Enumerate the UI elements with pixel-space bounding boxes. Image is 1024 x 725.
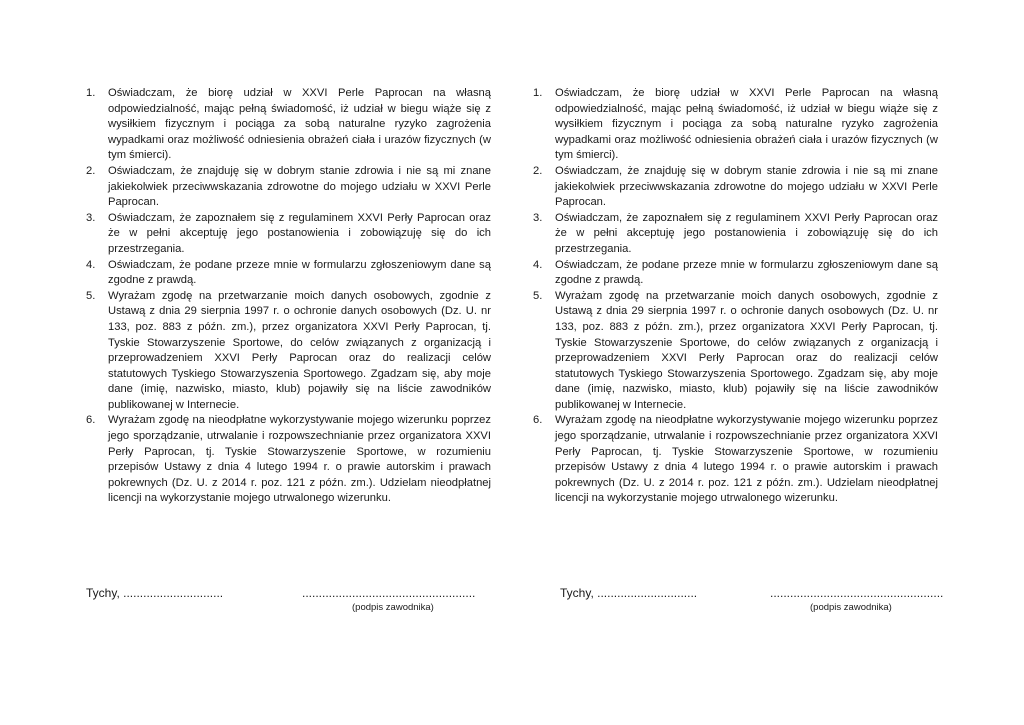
place-date-line: Tychy, .............................. (86, 586, 224, 600)
statement-item: 5. Wyrażam zgodę na przetwarzanie moich danych osobowych, zgodnie z Ustawą z dnia 29 sierpnia 1997 r. o ochronie danych osobowych (Dz. U. nr 133, poz. 883 z późn. zm.), przez organizatora XXVI Perły Paprocan, tj. Tyskie Stowarzyszenie Sportowe, do celów związanych z organizacją i przeprowadzeniem XXVI Perły Paprocan oraz do realizacji celów statutowych Tyskiego Stowarzyszenia Sportowego. Zgadzam się, aby moje dane (imię, nazwisko, miasto, klub) pojawiły się na liście zawodników publikowanej w Internecie. (86, 289, 491, 411)
declaration-copy-right (533, 86, 938, 507)
statement-item: 2. Oświadczam, że znajduję się w dobrym stanie zdrowia i nie są mi znane jakiekolwiek przeciwwskazania zdrowotne do mojego udziału w XXVI Perle Paprocan. (86, 164, 491, 209)
place-date-line: Tychy, .............................. (560, 586, 698, 600)
statement-text: Oświadczam, że znajduję się w dobrym stanie zdrowia i nie są mi znane jakiekolwiek przeciwwskazania zdrowotne do mojego udziału w XXVI Perle Paprocan. (108, 164, 491, 209)
statement-item: 3. Oświadczam, że zapoznałem się z regulaminem XXVI Perły Paprocan oraz że w pełni akceptuję jego postanowienia i zobowiązuję się do ich przestrzegania. (533, 211, 938, 255)
statement-item: 1. Oświadczam, że biorę udział w XXVI Perle Paprocan na własną odpowiedzialność, mając pełną świadomość, iż udział w biegu wiąże się z wysiłkiem fizycznym i pociąga za sobą naturalne ryzyko zagrożenia wypadkami oraz możliwość odniesienia obrażeń ciała i urazów fizycznych (w tym śmierci). (533, 87, 938, 162)
signature-line: .................................................... (770, 586, 944, 600)
statement-item: 4. Oświadczam, że podane przeze mnie w formularzu zgłoszeniowym dane są zgodne z prawdą. (86, 258, 491, 287)
statement-text: Oświadczam, że zapoznałem się z regulaminem XXVI Perły Paprocan oraz że w pełni akceptuję jego postanowienia i zobowiązuję się do ich przestrzegania. (555, 211, 938, 255)
statement-text: Wyrażam zgodę na przetwarzanie moich danych osobowych, zgodnie z Ustawą z dnia 29 sierpnia 1997 r. o ochronie danych osobowych (Dz. U. nr 133, poz. 883 z późn. zm.), przez organizatora XXVI Perły Paprocan, tj. Tyskie Stowarzyszenie Sportowe, do celów związanych z organizacją i przeprowadzeniem XXVI Perły Paprocan oraz do realizacji celów statutowych Tyskiego Stowarzyszenia Sportowego. Zgadzam się, aby moje dane (imię, nazwisko, miasto, klub) pojawiły się na liście zawodników publikowanej w Internecie. (108, 289, 491, 411)
statement-text: Oświadczam, że podane przeze mnie w formularzu zgłoszeniowym dane są zgodne z prawdą. (108, 258, 491, 287)
statement-item: 6. Wyrażam zgodę na nieodpłatne wykorzystywanie mojego wizerunku poprzez jego sporządzanie, utrwalanie i rozpowszechnianie przez organizatora XXVI Perły Paprocan, tj. Tyskie Stowarzyszenie Sportowe, w rozumieniu przepisów Ustawy z dnia 4 lutego 1994 r. o prawie autorskim i prawach pokrewnych (Dz. U. z 2014 r. poz. 121 z późn. zm.). Udzielam nieodpłatnej licencji na wykorzystanie mojego utrwalonego wizerunku. (86, 414, 491, 505)
statement-text: Oświadczam, że biorę udział w XXVI Perle Paprocan na własną odpowiedzialność, mając pełną świadomość, iż udział w biegu wiąże się z wysiłkiem fizycznym i pociąga za sobą naturalne ryzyko zagrożenia wypadkami oraz możliwość odniesienia obrażeń ciała i urazów fizycznych (w tym śmierci). (108, 87, 491, 162)
signature-caption: (podpis zawodnika) (810, 602, 892, 613)
statements-list (533, 86, 938, 507)
declaration-copy-left (86, 86, 491, 507)
statement-item: 4. Oświadczam, że podane przeze mnie w formularzu zgłoszeniowym dane są zgodne z prawdą. (533, 258, 938, 287)
signature-row-left (86, 586, 516, 626)
statement-text: Oświadczam, że znajduję się w dobrym stanie zdrowia i nie są mi znane jakiekolwiek przeciwwskazania zdrowotne do mojego udziału w XXVI Perle Paprocan. (555, 164, 938, 209)
signature-line: .................................................... (302, 586, 476, 600)
statement-text: Wyrażam zgodę na przetwarzanie moich danych osobowych, zgodnie z Ustawą z dnia 29 sierpnia 1997 r. o ochronie danych osobowych (Dz. U. nr 133, poz. 883 z późn. zm.), przez organizatora XXVI Perły Paprocan, tj. Tyskie Stowarzyszenie Sportowe, do celów związanych z organizacją i przeprowadzeniem XXVI Perły Paprocan oraz do realizacji celów statutowych Tyskiego Stowarzyszenia Sportowego. Zgadzam się, aby moje dane (imię, nazwisko, miasto, klub) pojawiły się na liście zawodników publikowanej w Internecie. (555, 289, 938, 411)
statement-item: 3. Oświadczam, że zapoznałem się z regulaminem XXVI Perły Paprocan oraz że w pełni akceptuję jego postanowienia i zobowiązuję się do ich przestrzegania. (86, 211, 491, 255)
statement-text: Wyrażam zgodę na nieodpłatne wykorzystywanie mojego wizerunku poprzez jego sporządzanie, utrwalanie i rozpowszechnianie przez organizatora XXVI Perły Paprocan, tj. Tyskie Stowarzyszenie Sportowe, w rozumieniu przepisów Ustawy z dnia 4 lutego 1994 r. o prawie autorskim i prawach pokrewnych (Dz. U. z 2014 r. poz. 121 z późn. zm.). Udzielam nieodpłatnej licencji na wykorzystanie mojego utrwalonego wizerunku. (108, 414, 491, 505)
statements-list (86, 86, 491, 507)
statement-text: Oświadczam, że zapoznałem się z regulaminem XXVI Perły Paprocan oraz że w pełni akceptuję jego postanowienia i zobowiązuję się do ich przestrzegania. (108, 211, 491, 255)
statement-item: 5. Wyrażam zgodę na przetwarzanie moich danych osobowych, zgodnie z Ustawą z dnia 29 sierpnia 1997 r. o ochronie danych osobowych (Dz. U. nr 133, poz. 883 z późn. zm.), przez organizatora XXVI Perły Paprocan, tj. Tyskie Stowarzyszenie Sportowe, do celów związanych z organizacją i przeprowadzeniem XXVI Perły Paprocan oraz do realizacji celów statutowych Tyskiego Stowarzyszenia Sportowego. Zgadzam się, aby moje dane (imię, nazwisko, miasto, klub) pojawiły się na liście zawodników publikowanej w Internecie. (533, 289, 938, 411)
signature-row-right (560, 586, 990, 626)
statement-item: 1. Oświadczam, że biorę udział w XXVI Perle Paprocan na własną odpowiedzialność, mając pełną świadomość, iż udział w biegu wiąże się z wysiłkiem fizycznym i pociąga za sobą naturalne ryzyko zagrożenia wypadkami oraz możliwość odniesienia obrażeń ciała i urazów fizycznych (w tym śmierci). (86, 87, 491, 162)
statement-text: Oświadczam, że podane przeze mnie w formularzu zgłoszeniowym dane są zgodne z prawdą. (555, 258, 938, 287)
statement-text: Oświadczam, że biorę udział w XXVI Perle Paprocan na własną odpowiedzialność, mając pełną świadomość, iż udział w biegu wiąże się z wysiłkiem fizycznym i pociąga za sobą naturalne ryzyko zagrożenia wypadkami oraz możliwość odniesienia obrażeń ciała i urazów fizycznych (w tym śmierci). (555, 87, 938, 162)
statement-item: 6. Wyrażam zgodę na nieodpłatne wykorzystywanie mojego wizerunku poprzez jego sporządzanie, utrwalanie i rozpowszechnianie przez organizatora XXVI Perły Paprocan, tj. Tyskie Stowarzyszenie Sportowe, w rozumieniu przepisów Ustawy z dnia 4 lutego 1994 r. o prawie autorskim i prawach pokrewnych (Dz. U. z 2014 r. poz. 121 z późn. zm.). Udzielam nieodpłatnej licencji na wykorzystanie mojego utrwalonego wizerunku. (533, 414, 938, 505)
statement-text: Wyrażam zgodę na nieodpłatne wykorzystywanie mojego wizerunku poprzez jego sporządzanie, utrwalanie i rozpowszechnianie przez organizatora XXVI Perły Paprocan, tj. Tyskie Stowarzyszenie Sportowe, w rozumieniu przepisów Ustawy z dnia 4 lutego 1994 r. o prawie autorskim i prawach pokrewnych (Dz. U. z 2014 r. poz. 121 z późn. zm.). Udzielam nieodpłatnej licencji na wykorzystanie mojego utrwalonego wizerunku. (555, 414, 938, 505)
signature-caption: (podpis zawodnika) (352, 602, 434, 613)
statement-item: 2. Oświadczam, że znajduję się w dobrym stanie zdrowia i nie są mi znane jakiekolwiek przeciwwskazania zdrowotne do mojego udziału w XXVI Perle Paprocan. (533, 164, 938, 209)
